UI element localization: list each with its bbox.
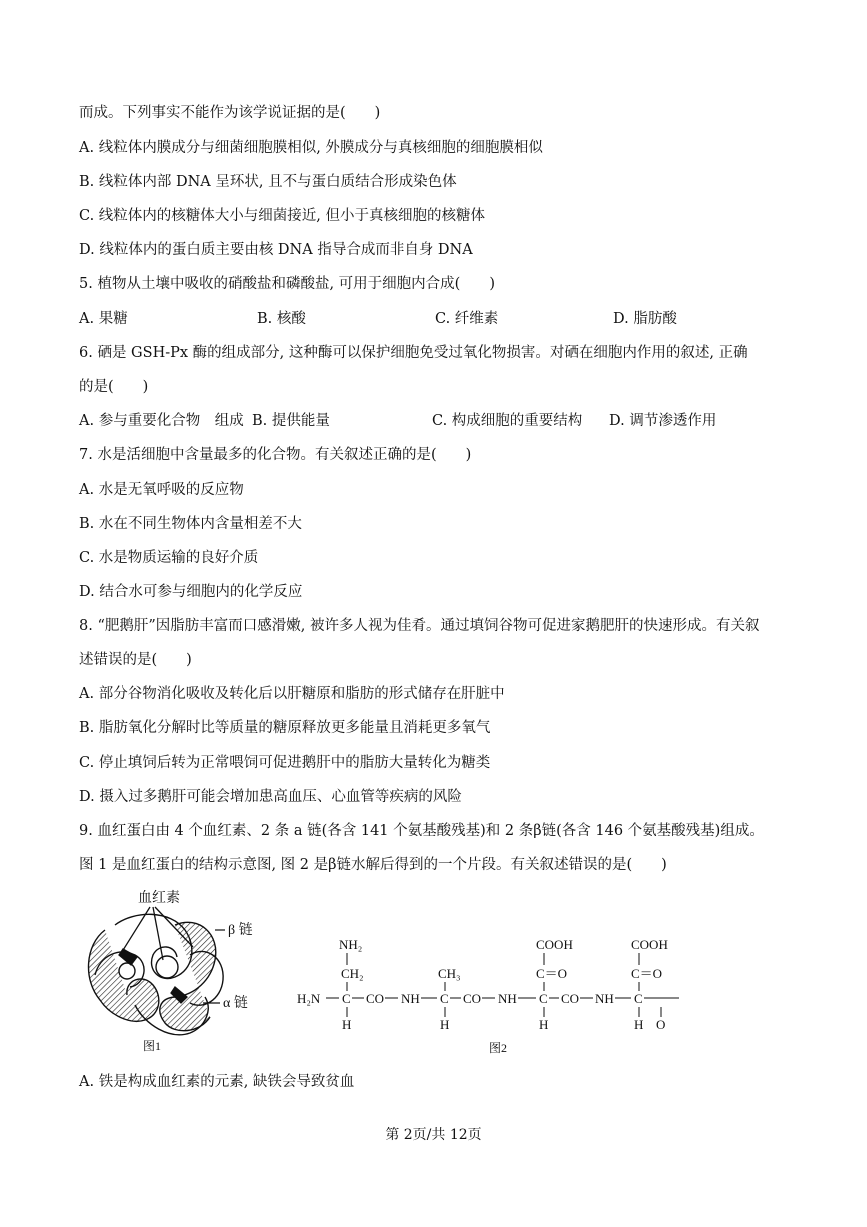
figure-2-peptide-fragment (293, 925, 693, 1060)
group-co-2: C＝O (631, 966, 663, 981)
figure-2-caption: 图2 (489, 1041, 508, 1055)
question-6-stem: 6. 硒是 GSH-Px 酶的组成部分, 这种酶可以保护细胞免受过氧化物损害。对硒在细胞内作用的叙述, 正确 (79, 345, 748, 361)
question-4-option-c: C. 线粒体内的核糖体大小与细菌接近, 但小于真核细胞的核糖体 (79, 208, 486, 224)
question-8-stem-end: 述错误的是( ) (79, 652, 192, 668)
chain-c2: C (440, 991, 449, 1006)
chain-nh3: NH (595, 991, 614, 1006)
h-label-4: H (634, 1017, 644, 1032)
figure-1-caption: 图1 (143, 1039, 162, 1053)
chain-nh1: NH (401, 991, 420, 1006)
group-co-1: C＝O (536, 966, 568, 981)
h-label-2: H (440, 1017, 450, 1032)
alpha-chain-label: α 链 (223, 996, 248, 1011)
question-7-option-b: B. 水在不同生物体内含量相差不大 (79, 516, 302, 532)
question-9-option-a: A. 铁是构成血红素的元素, 缺铁会导致贫血 (79, 1074, 355, 1090)
group-ch3: CH₃ (438, 966, 461, 981)
chain-c4: C (634, 991, 643, 1006)
heme-label: 血红素 (138, 891, 180, 906)
question-8-option-d: D. 摄入过多鹅肝可能会增加患高血压、心血管等疾病的风险 (79, 789, 462, 805)
bond-lines (326, 953, 679, 1017)
question-5-option-d: D. 脂肪酸 (613, 311, 677, 327)
question-5-option-b: B. 核酸 (257, 311, 306, 327)
chain-nh2: NH (498, 991, 517, 1006)
question-4-stem-end: 而成。下列事实不能作为该学说证据的是( ) (79, 105, 381, 121)
group-cooh-1: COOH (536, 937, 573, 952)
question-7-option-d: D. 结合水可参与细胞内的化学反应 (79, 584, 303, 600)
h-label-3: H (539, 1017, 549, 1032)
question-7-option-c: C. 水是物质运输的良好介质 (79, 550, 259, 566)
question-4-option-d: D. 线粒体内的蛋白质主要由核 DNA 指导合成而非自身 DNA (79, 242, 473, 258)
protein-ribbon-drawing (89, 914, 224, 1034)
chain-co1: CO (366, 991, 385, 1006)
h-label-1: H (342, 1017, 352, 1032)
question-8-stem: 8. “肥鹅肝”因脂肪丰富而口感滑嫩, 被许多人视为佳肴。通过填饲谷物可促进家鹅肥肝的快速形成。有关叙 (79, 618, 760, 634)
question-5-option-c: C. 纤维素 (435, 311, 499, 327)
terminal-o: O (656, 1017, 666, 1032)
peptide-formula (297, 937, 668, 1032)
question-5-stem: 5. 植物从土壤中吸收的硝酸盐和磷酸盐, 可用于细胞内合成( ) (79, 276, 495, 292)
question-7-option-a: A. 水是无氧呼吸的反应物 (79, 482, 244, 498)
question-7-stem: 7. 水是活细胞中含量最多的化合物。有关叙述正确的是( ) (79, 447, 472, 463)
question-6-option-a: A. 参与重要化合物 组成 (79, 413, 244, 429)
beta-chain-label: β 链 (228, 923, 253, 938)
group-nh2: NH₂ (339, 937, 363, 952)
question-6-stem-end: 的是( ) (79, 379, 149, 395)
figure-1-hemoglobin-structure (75, 885, 275, 1060)
question-4-option-a: A. 线粒体内膜成分与细菌细胞膜相似, 外膜成分与真核细胞的细胞膜相似 (79, 140, 543, 156)
chain-h2n: H₂N (297, 991, 321, 1006)
question-8-option-a: A. 部分谷物消化吸收及转化后以肝糖原和脂肪的形式储存在肝脏中 (79, 686, 505, 702)
chain-co3: CO (561, 991, 580, 1006)
chain-c3: C (539, 991, 548, 1006)
page-footer: 第 2页/共 12页 (385, 1127, 482, 1143)
question-9-stem-end: 图 1 是血红蛋白的结构示意图, 图 2 是β链水解后得到的一个片段。有关叙述错误的是( ) (79, 857, 667, 873)
question-6-option-c: C. 构成细胞的重要结构 (432, 413, 583, 429)
group-cooh-2: COOH (631, 937, 668, 952)
question-5-option-a: A. 果糖 (79, 311, 128, 327)
chain-c1: C (342, 991, 351, 1006)
group-ch2: CH₂ (341, 966, 364, 981)
question-4-option-b: B. 线粒体内部 DNA 呈环状, 且不与蛋白质结合形成染色体 (79, 174, 457, 190)
question-8-option-b: B. 脂肪氧化分解时比等质量的糖原释放更多能量且消耗更多氧气 (79, 720, 491, 736)
question-8-option-c: C. 停止填饲后转为正常喂饲可促进鹅肝中的脂肪大量转化为糖类 (79, 755, 491, 771)
chain-co2: CO (463, 991, 482, 1006)
question-6-option-d: D. 调节渗透作用 (609, 413, 717, 429)
question-6-option-b: B. 提供能量 (252, 413, 330, 429)
question-9-stem: 9. 血红蛋白由 4 个血红素、2 条 a 链(各含 141 个氨基酸残基)和 2 条β链(各含 146 个氨基酸残基)组成。 (79, 823, 764, 839)
